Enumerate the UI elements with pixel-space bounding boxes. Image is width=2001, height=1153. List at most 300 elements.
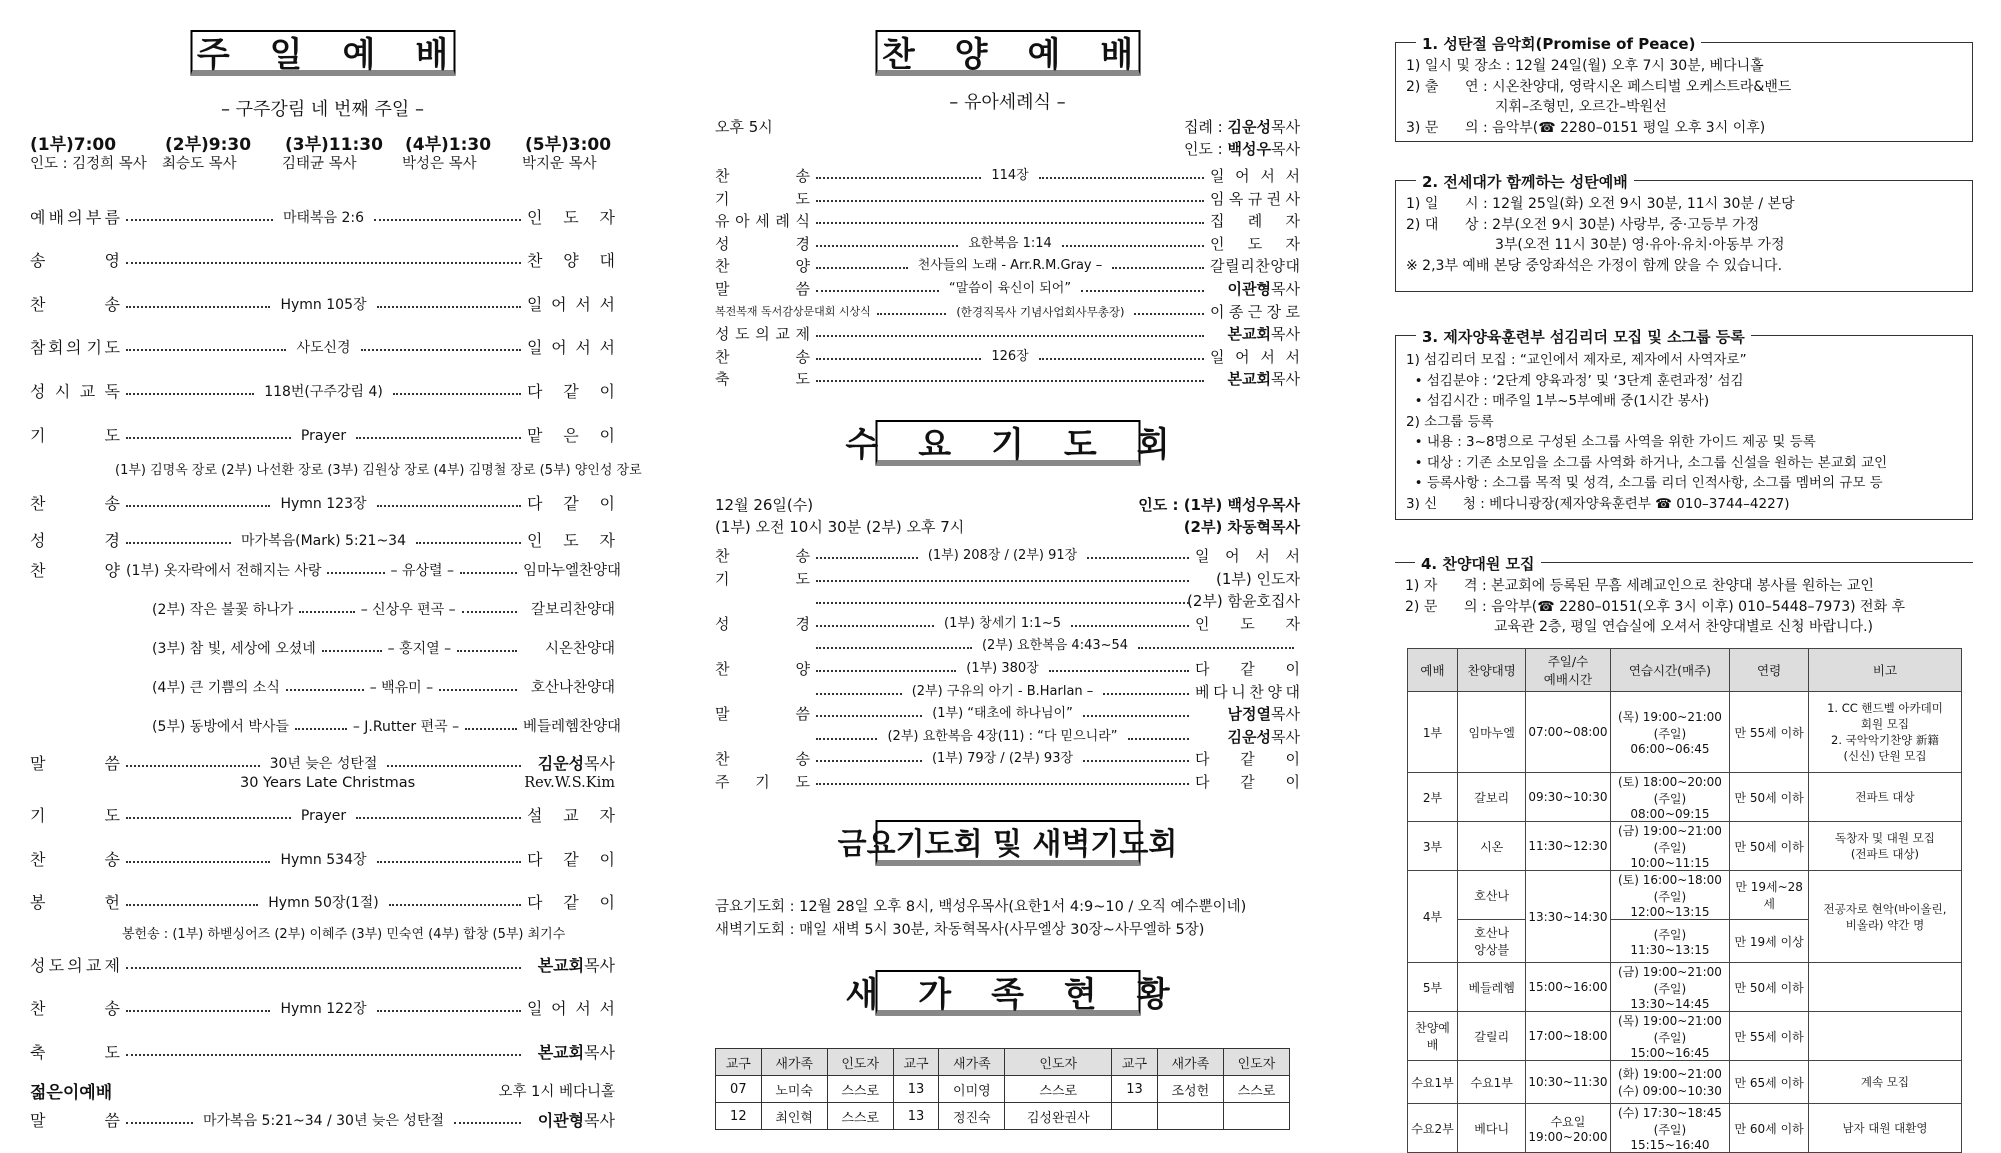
row-content: (1부) 79장 / (2부) 93장	[931, 751, 1074, 767]
sermon-row	[30, 753, 615, 775]
row-responsible: 이관형 목사	[1227, 280, 1301, 298]
row-label: 말 씀	[715, 705, 810, 724]
family-cell: 07	[716, 1076, 762, 1103]
family-cell	[1157, 1103, 1223, 1130]
preacher-name: 이관형	[537, 1111, 585, 1130]
wednesday-leader-1: 인도 : (1부) 백성우목사	[1138, 496, 1300, 514]
row-content: Hymn 123장	[280, 496, 367, 512]
wednesday-leader-2: (2부) 차동혁목사	[1183, 518, 1300, 536]
family-cell	[1112, 1103, 1158, 1130]
family-cell	[1223, 1103, 1289, 1130]
row-responsible: (2부) 함윤호집사	[1187, 592, 1300, 611]
order-row	[715, 635, 1300, 657]
row-responsible: 다 같 이	[527, 382, 615, 401]
family-header: 새가족	[761, 1049, 827, 1076]
leader-dots	[1039, 358, 1204, 360]
row-responsible: 다 같 이	[527, 850, 615, 869]
leader-dots	[816, 358, 981, 360]
choir-cell: (주일) 11:30~13:15	[1610, 920, 1730, 963]
family-cell: 노미숙	[761, 1076, 827, 1103]
offering-names: 봉헌송 : (1부) 하벧싱어즈 (2부) 이혜주 (3부) 민숙연 (4부) 합창 (5부) 최기수	[122, 927, 566, 942]
leader-dots	[416, 542, 521, 544]
leader-dots	[462, 611, 517, 613]
friday-prayer: 금요기도회 : 12월 28일 오후 8시, 백성우목사(요한1서 4:9~10 / 오직 예수뿐이네)	[715, 899, 1247, 915]
row-content: 114장	[991, 168, 1029, 183]
anthem-composer: – 신상우 편곡 –	[360, 602, 456, 618]
row-label: 말 씀	[715, 280, 810, 298]
choir-cell: (토) 16:00~18:00 (주일) 12:00~13:15	[1610, 871, 1730, 920]
choir-cell: 13:30~14:30	[1526, 871, 1610, 963]
anthem-title: (4부) 큰 기쁨의 소식	[152, 680, 280, 696]
row-label: 찬 양	[30, 561, 120, 580]
row-content: Hymn 105장	[280, 297, 367, 313]
new-family-table	[715, 1048, 1290, 1130]
row-content: (1부) “태초에 하나님이”	[932, 706, 1073, 722]
order-row	[30, 294, 615, 316]
leader-dots	[393, 393, 521, 395]
row-label: 예 배 의 부 름	[30, 208, 120, 227]
row-responsible: 이 종 근 장 로	[1210, 302, 1301, 321]
notice-line: • 섬김분야 : ‘2단계 양육과정’ 및 ‘3단계 훈련과정’ 섬김	[1406, 372, 1744, 389]
row-responsible: 일 어 서 서	[1210, 347, 1300, 366]
order-row	[30, 250, 615, 272]
row-label: 성 경	[715, 614, 810, 633]
choir-cell: 베들레헴	[1458, 963, 1526, 1012]
row-responsible: (1부) 인도자	[1216, 569, 1300, 588]
row-label: 찬 송	[30, 494, 120, 513]
preacher-title: 목사	[584, 754, 616, 773]
service-leader: 최승도 목사	[162, 156, 237, 172]
choir-header: 연습시간(매주)	[1610, 649, 1730, 692]
leader-dots	[126, 542, 231, 544]
choir-header: 예배	[1408, 649, 1458, 692]
service-leader: 박지운 목사	[522, 156, 597, 172]
order-row	[30, 337, 615, 359]
order-row	[30, 493, 615, 515]
notice-title: 1. 성탄절 음악회(Promise of Peace)	[1416, 33, 1701, 54]
praise-leader: 인도 : 백성우목사	[1183, 140, 1300, 158]
family-title: 새가족현황	[875, 970, 1140, 1016]
row-responsible: 인 도 자	[1210, 234, 1300, 253]
order-row	[30, 381, 615, 403]
notice-line: • 내용 : 3~8명으로 구성된 소그룹 사역을 위한 가이드 제공 및 등록	[1406, 434, 1816, 450]
row-label: 찬 송	[715, 347, 810, 366]
row-label: 성 도 의 교 제	[715, 325, 810, 344]
notice-box	[1395, 328, 1973, 520]
family-header: 인도자	[1223, 1049, 1289, 1076]
leader-dots	[460, 572, 517, 574]
sunday-title: 주일예배	[190, 30, 455, 76]
leader-dots	[457, 650, 517, 652]
choir-cell: 전파트 대상	[1808, 773, 1961, 822]
leader-dots	[126, 219, 273, 221]
leader-dots	[1103, 693, 1189, 695]
order-row	[30, 207, 615, 229]
table-row	[1408, 692, 1962, 773]
anthem-row	[30, 677, 615, 699]
service-leader: 인도 : 김정희 목사	[30, 156, 147, 172]
leader-dots	[126, 437, 291, 439]
choir-cell: (금) 19:00~21:00 (주일) 10:00~11:15	[1610, 822, 1730, 871]
row-content: (한경직목사 기념사업회사무총장)	[956, 304, 1125, 319]
order-row	[715, 233, 1300, 255]
leader-dots	[454, 1122, 521, 1124]
row-label: 찬 송	[30, 999, 120, 1018]
leader-dots	[816, 693, 902, 695]
choir-cell: 베다니	[1458, 1104, 1526, 1153]
row-content: 118번(구주강림 4)	[264, 384, 383, 400]
row-responsible: 인 도 자	[1195, 614, 1300, 633]
anthem-row	[30, 599, 615, 621]
preacher-name: 김운성	[537, 754, 585, 773]
choir-cell: 만 50세 이하	[1730, 963, 1809, 1012]
choir-cell: 만 19세 이상	[1730, 920, 1809, 963]
row-responsible: 베 다 니 찬 양 대	[1195, 682, 1300, 701]
order-row	[30, 849, 615, 871]
row-label: 유 아 세 례 식	[715, 212, 810, 231]
row-content: “말씀이 육신이 되어”	[948, 281, 1072, 296]
choir-recruit-table	[1407, 648, 1962, 1153]
notice-box	[1395, 35, 1973, 142]
leader-dots	[816, 738, 877, 740]
choir-cell: 전공자로 현악(바이올린, 비올라) 약간 명	[1808, 871, 1961, 963]
notice-line: ※ 2,3부 예배 본당 중앙좌석은 가정이 함께 앉을 수 있습니다.	[1406, 257, 1783, 274]
order-row	[715, 726, 1300, 748]
leader-dots	[356, 437, 521, 439]
family-header: 교구	[893, 1049, 939, 1076]
leader-dots	[126, 861, 270, 863]
row-label: 찬 양	[715, 660, 810, 678]
anthem-composer: – J.Rutter 편곡 –	[352, 719, 460, 735]
row-responsible: 다 같 이	[1195, 660, 1301, 678]
row-content: Hymn 534장	[280, 852, 367, 868]
row-responsible: 다 같 이	[1195, 773, 1300, 791]
order-row	[30, 530, 615, 552]
row-content: 천사들의 노래 - Arr.R.M.Gray –	[917, 258, 1103, 274]
choir-cell: 3부	[1408, 822, 1458, 871]
order-row	[715, 658, 1300, 680]
anthem-row	[30, 716, 622, 738]
leader-dots	[816, 670, 956, 672]
choir-cell: 11:30~12:30	[1526, 822, 1610, 871]
choir-header: 비고	[1808, 649, 1961, 692]
anthem-choir: 갈보리찬양대	[530, 602, 616, 618]
anthem-title: (5부) 동방에서 박사들	[152, 719, 289, 735]
row-responsible: 인 도 자	[527, 531, 616, 550]
row-responsible: 설 교 자	[527, 806, 615, 825]
row-responsible: 본교회 목사	[537, 1043, 615, 1062]
row-label: 찬 송	[30, 850, 120, 869]
table-row	[1408, 773, 1962, 822]
order-row	[715, 613, 1300, 635]
youth-time: 오후 1시 베다니홀	[498, 1084, 615, 1100]
row-responsible: 김운성 목사	[1227, 727, 1300, 746]
row-responsible: 갈 릴 리 찬 양 대	[1210, 257, 1300, 276]
order-row	[30, 892, 615, 914]
praise-time: 오후 5시	[715, 118, 773, 136]
youth-preacher	[527, 1110, 615, 1132]
notice-line: 3부(오전 11시 30분) 영·유아·유치·아동부 가정	[1406, 237, 1785, 253]
wednesday-date: 12월 26일(수)	[715, 496, 814, 514]
leader-dots	[816, 245, 958, 247]
service-time: (3부)11:30	[285, 135, 383, 155]
row-content: 126장	[991, 348, 1029, 364]
family-cell: 최인혁	[761, 1103, 827, 1130]
youth-sermon: 마가복음 5:21~34 / 30년 늦은 성탄절	[203, 1113, 445, 1129]
order-row	[30, 805, 615, 827]
leader-dots	[816, 647, 972, 649]
choir-cell: (화) 19:00~21:00 (수) 09:00~10:30	[1610, 1061, 1730, 1104]
leader-dots	[816, 267, 908, 269]
prayer-names: (1부) 김명옥 장로 (2부) 나선환 장로 (3부) 김원상 장로 (4부) 김명철 장로 (5부) 양인성 장로	[115, 463, 642, 478]
choir-cell: 수요일 19:00~20:00	[1526, 1104, 1610, 1153]
leader-dots	[816, 557, 918, 559]
order-row	[30, 425, 615, 447]
leader-dots	[126, 817, 291, 819]
leader-dots	[374, 219, 521, 221]
leader-dots	[465, 728, 517, 730]
leader-dots	[286, 689, 364, 691]
preacher-en: Rev.W.S.Kim	[524, 775, 615, 791]
family-cell: 스스로	[1005, 1076, 1112, 1103]
row-responsible: 본교회 목사	[537, 956, 615, 975]
choir-cell: 시온	[1458, 822, 1526, 871]
leader-dots	[816, 783, 1189, 785]
choir-cell: (금) 19:00~21:00 (주일) 13:30~14:45	[1610, 963, 1730, 1012]
anthem-row	[30, 560, 622, 582]
family-header: 인도자	[827, 1049, 893, 1076]
leader-dots	[439, 689, 517, 691]
row-responsible: 다 같 이	[527, 893, 615, 912]
anthem-composer: – 유상렬 –	[390, 563, 454, 579]
leader-dots	[126, 306, 270, 308]
leader-dots	[126, 967, 521, 969]
choir-cell: 4부	[1408, 871, 1458, 963]
choir-cell: 임마누엘	[1458, 692, 1526, 773]
family-cell: 이미영	[939, 1076, 1005, 1103]
leader-dots	[1071, 625, 1189, 627]
choir-cell: (목) 19:00~21:00 (주일) 15:00~16:45	[1610, 1012, 1730, 1061]
service-leader: 김태균 목사	[282, 156, 357, 172]
row-responsible: 인 도 자	[527, 208, 616, 227]
choir-cell: 만 55세 이하	[1730, 692, 1809, 773]
youth-title: 젊은이예배	[30, 1083, 113, 1103]
leader-dots	[389, 904, 521, 906]
order-row	[715, 323, 1300, 345]
notice-line: 1) 일시 및 장소 : 12월 24일(월) 오후 7시 30분, 베다니홀	[1406, 58, 1764, 74]
family-header: 새가족	[1157, 1049, 1223, 1076]
dawn-prayer: 새벽기도회 : 매일 새벽 5시 30분, 차동혁목사(사무엘상 30장~사무엘하 5장)	[715, 922, 1205, 938]
table-row	[1408, 1104, 1962, 1153]
choir-cell: 수요1부	[1408, 1061, 1458, 1104]
table-row	[716, 1076, 1290, 1103]
row-content: (1부) 208장 / (2부) 91장	[927, 548, 1078, 563]
family-cell: 정진숙	[939, 1103, 1005, 1130]
leader-dots	[1134, 313, 1204, 315]
family-cell: 스스로	[827, 1076, 893, 1103]
notice-line: • 대상 : 기존 소모임을 소그룹 사역화 하거나, 소그룹 신설을 원하는 본교회 교인	[1406, 454, 1888, 471]
order-row	[715, 368, 1300, 390]
row-content: 사도신경	[296, 340, 351, 356]
leader-dots	[816, 580, 1189, 582]
row-label: 복전복재 독서감상문대회 시상식	[715, 304, 871, 318]
row-content: 요한복음 1:14	[968, 235, 1052, 251]
leader-dots	[816, 200, 1204, 202]
row-label: 찬 송	[715, 167, 810, 185]
order-row	[30, 955, 615, 977]
row-responsible: 일 어 서 서	[527, 999, 615, 1018]
row-responsible: 다 같 이	[527, 494, 615, 513]
leader-dots	[126, 393, 254, 395]
leader-dots	[126, 904, 258, 906]
choir-cell: 남자 대원 대환영	[1808, 1104, 1961, 1153]
row-responsible: 집 례 자	[1210, 212, 1300, 231]
choir-cell: 1. CC 핸드벨 아카데미 회원 모집 2. 국악악기찬양 新籍 (신신) 단원 모집	[1808, 692, 1961, 773]
leader-dots	[816, 380, 1204, 382]
order-row	[715, 703, 1300, 725]
order-row	[715, 210, 1300, 232]
choir-cell: 만 19세~28세	[1730, 871, 1809, 920]
choir-cell: 호산나	[1458, 871, 1526, 920]
choir-cell: 1부	[1408, 692, 1458, 773]
row-label: 기 도	[715, 189, 810, 208]
order-row	[715, 188, 1300, 210]
leader-dots	[295, 728, 347, 730]
family-cell: 스스로	[1223, 1076, 1289, 1103]
choir-cell: 10:30~11:30	[1526, 1061, 1610, 1104]
table-row	[1408, 1061, 1962, 1104]
row-label: 성 경	[715, 234, 810, 253]
choir-cell: 만 50세 이하	[1730, 773, 1809, 822]
row-label: 참 회 의 기 도	[30, 338, 120, 357]
choir-cell: (목) 19:00~21:00 (주일) 06:00~06:45	[1610, 692, 1730, 773]
notice-line: • 등록사항 : 소그룹 목적 및 성격, 소그룹 리더 인적사항, 소그룹 멤버의 규모 등	[1406, 475, 1883, 491]
notice-line: 2) 대 상 : 2부(오전 9시 30분) 사랑부, 중·고등부 가정	[1406, 216, 1760, 233]
leader-dots	[816, 625, 934, 627]
choir-cell: 찬양예배	[1408, 1012, 1458, 1061]
choir-cell: 07:00~08:00	[1526, 692, 1610, 773]
row-label: 성 시 교 독	[30, 382, 120, 401]
row-label: 기 도	[30, 806, 120, 825]
row-label: 기 도	[715, 569, 810, 588]
leader-dots	[126, 1054, 521, 1056]
row-responsible: 맡 은 이	[527, 426, 615, 445]
leader-dots	[126, 505, 270, 507]
anthem-composer: – 홍지열 –	[387, 641, 452, 657]
choir-cell: 만 50세 이하	[1730, 822, 1809, 871]
leader-dots	[816, 715, 922, 717]
leader-dots	[126, 349, 286, 351]
row-responsible: 본교회 목사	[1227, 325, 1300, 344]
table-row	[1408, 963, 1962, 1012]
notice-title: 4. 찬양대원 모집	[1415, 553, 1541, 574]
notice-line: 1) 일 시 : 12월 25일(화) 오전 9시 30분, 11시 30분 / 본당	[1406, 196, 1795, 212]
row-label: 찬 송	[715, 547, 810, 565]
order-row	[715, 346, 1300, 368]
order-row	[715, 301, 1300, 323]
row-responsible: 남정열 목사	[1227, 705, 1300, 724]
service-leader: 박성은 목사	[402, 156, 477, 172]
choir-cell: 만 55세 이하	[1730, 1012, 1809, 1061]
leader-dots	[299, 611, 354, 613]
choir-cell: 만 60세 이하	[1730, 1104, 1809, 1153]
order-row	[715, 681, 1300, 703]
leader-dots	[1049, 670, 1189, 672]
choir-cell: 갈릴리	[1458, 1012, 1526, 1061]
family-cell: 12	[716, 1103, 762, 1130]
notice-line: 2) 출 연 : 시온찬양대, 영락시온 페스티벌 오케스트라&밴드	[1406, 78, 1792, 95]
notice-line: 지휘–조형민, 오르간–박원선	[1406, 99, 1667, 115]
notice-line: 1) 자 격 : 본교회에 등록된 무흠 세례교인으로 찬양대 봉사를 원하는 교인	[1405, 578, 1874, 594]
choir-header: 찬양대명	[1458, 649, 1526, 692]
row-responsible: 일 어 서 서	[527, 295, 615, 314]
anthem-composer: – 백유미 –	[369, 680, 434, 696]
leader-dots	[377, 306, 521, 308]
sermon-title-en: 30 Years Late Christmas	[240, 775, 416, 791]
anthem-choir: 시온찬양대	[544, 641, 616, 657]
row-content: Hymn 50장(1절)	[268, 895, 379, 911]
row-content: (2부) 구유의 아기 - B.Harlan –	[911, 683, 1094, 699]
row-label: 성 경	[30, 531, 120, 550]
leader-dots	[816, 222, 1204, 224]
choir-cell: 17:00~18:00	[1526, 1012, 1610, 1061]
praise-subtitle: – 유아세례식 –	[949, 92, 1066, 113]
row-responsible: 일 어 서 서	[1195, 547, 1300, 565]
row-responsible: 일 어 서 서	[527, 338, 615, 357]
sermon-title: 30년 늦은 성탄절	[269, 756, 378, 772]
row-content: (2부) 요한복음 4:43~54	[981, 638, 1129, 654]
choir-cell: 호산나 앙상블	[1458, 920, 1526, 963]
leader-dots	[361, 349, 521, 351]
choir-cell: 만 65세 이하	[1730, 1061, 1809, 1104]
row-label: 찬 양	[715, 257, 810, 276]
leader-dots	[387, 765, 521, 767]
choir-cell: 5부	[1408, 963, 1458, 1012]
choir-header: 주일/수 예배시간	[1526, 649, 1610, 692]
row-label: 기 도	[30, 426, 120, 445]
leader-dots	[816, 290, 939, 292]
leader-dots	[126, 1122, 193, 1124]
order-row	[715, 255, 1300, 277]
row-content: (1부) 창세기 1:1~5	[944, 615, 1061, 631]
row-label: 주 기 도	[715, 773, 810, 791]
wednesday-title: 수요기도회	[875, 420, 1140, 466]
notice-line: 1) 섬김리더 모집 : “교인에서 제자로, 제자에서 사역자로”	[1406, 352, 1747, 368]
family-header: 교구	[1112, 1049, 1158, 1076]
family-header: 새가족	[939, 1049, 1005, 1076]
order-row	[715, 590, 1300, 612]
choir-cell: 15:00~16:00	[1526, 963, 1610, 1012]
anthem-title: (2부) 작은 불꽃 하나가	[152, 602, 294, 618]
table-row	[716, 1103, 1290, 1130]
row-label: 말 씀	[30, 754, 120, 773]
leader-dots	[816, 177, 981, 179]
leader-dots	[1138, 647, 1294, 649]
family-cell: 13	[893, 1103, 939, 1130]
leader-dots	[1112, 267, 1204, 269]
service-time: (4부)1:30	[405, 135, 492, 155]
choir-cell: 09:30~10:30	[1526, 773, 1610, 822]
anthem-choir: 호산나찬양대	[530, 680, 615, 696]
row-content: (2부) 요한복음 4장(11) : “다 믿으니라”	[887, 728, 1118, 744]
row-label: 축 도	[30, 1043, 120, 1062]
order-row	[715, 545, 1300, 567]
anthem-row	[30, 638, 615, 660]
notice-box	[1395, 173, 1973, 292]
table-row	[1408, 1012, 1962, 1061]
notice-line: 2) 문 의 : 음악부(☎ 2280–0151(오후 3시 이후) 010–5448–7973) 전화 후	[1405, 598, 1906, 615]
row-label: 봉 헌	[30, 893, 120, 912]
